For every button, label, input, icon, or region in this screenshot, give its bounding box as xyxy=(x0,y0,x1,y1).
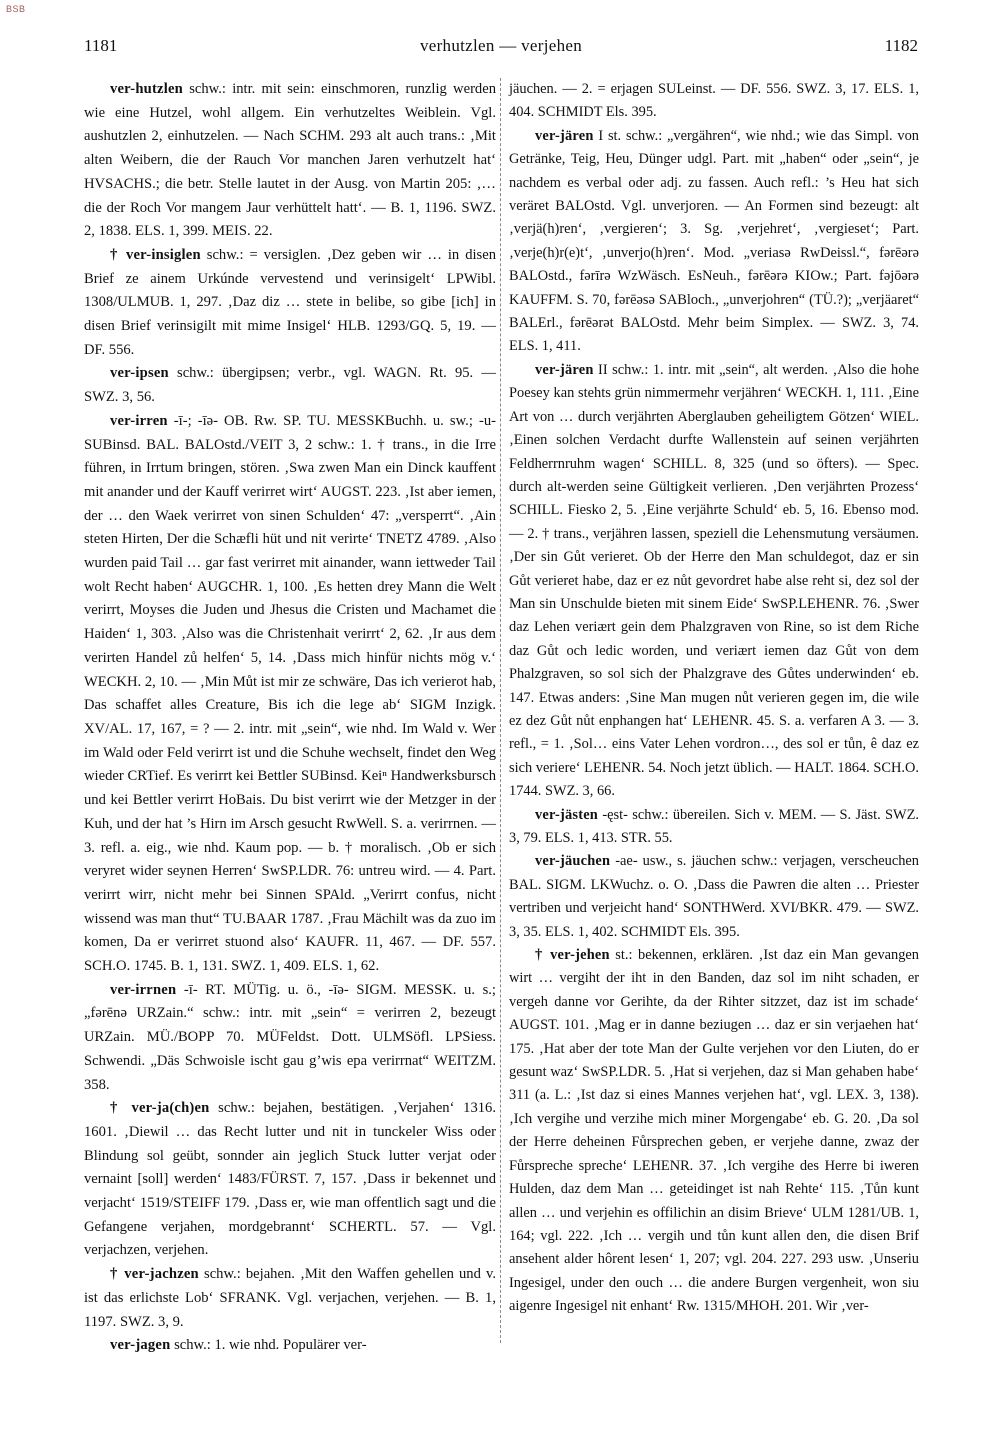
entry-text: II schw.: 1. intr. mit „sein“, alt werden. ‚Also die hohe Poesey kan stehts grün nimmermehr verjähren‘ WECKH. 1, 111. ‚Eine Art von … durch verjährten Aberglauben geheiligtem Götzen‘ WIEL. ‚Einen solchen Verdacht durfte Wallenstein auf seinen verjährten Feldherrnruhm wagen‘ SCHILL. 8, 325 (und so öfters). — Spec. durch alt-werden seine Gültigkeit verlieren. ‚Den verjährten Prozess‘ SCHILL. Fiesko 2, 5. ‚Eine verjährte Schuld‘ eb. 5, 16. Ebenso mod. — 2. † trans., verjähren lassen, speziell die Lehensmutung versäumen. ‚Der sin Gůt verieret. Ob der Herre den Man schuldegot, daz er sin Gůt verieret habe, daz er ez nůt gevordret habe alse reht si, dez sol der Man sin Unschulde bieten mit sinem Eide‘ SwSP.LEHENR. 76. ‚Swer daz Lehen veriært gein dem Phalzgraven von Rine, so ist dem Riche daz Gůt och ledic worden, und veriært iemen daz Gůt von dem Phalzgraven, so sol sich der Phalzgrave des Gůtes underwinden‘ eb. 147. Etwas anders: ‚Sine Man mugen nůt verieren gegen im, die wile ez dez Gůt nůt enphangen hat‘ LEHENR. 45. S. a. verfaren A 3. — 3. refl., = 1. ‚Sol… eins Vater Lehen vordron…, des sol er tůn, ê daz ez sich veriere‘ LEHENR. 54. Noch jetzt üblich. — HALT. 1864. SCH.O. 1744. SWZ. 3, 66. xyxy=(509,361,919,800)
entry-text: schw.: 1. wie nhd. Populärer ver- xyxy=(170,1337,367,1354)
entry-text: schw.: bejahen. ‚Mit den Waffen gehellen und v. ist das erlichste Lob‘ SFRANK. Vgl. verjachen, verjehen. — B. 1, 1197. SWZ. 3, 9. xyxy=(84,1266,496,1330)
dictionary-entry-ver-jaeuchen xyxy=(509,850,919,944)
entry-text: schw.: übergipsen; verbr., vgl. WAGN. Rt. 95. — SWZ. 3, 56. xyxy=(84,365,496,406)
dictionary-entry-ver-jehen xyxy=(509,944,919,1319)
dictionary-entry-ver-jaeren-1 xyxy=(509,125,919,359)
column-divider xyxy=(500,78,501,1343)
entry-headword: ver-jären xyxy=(535,361,594,378)
right-column xyxy=(509,78,919,1319)
entry-headword: ver-jären xyxy=(535,127,594,144)
entry-text: -ęst- schw.: übereilen. Sich v. MEM. — S. Jäst. SWZ. 3, 79. ELS. 1, 413. STR. 55. xyxy=(509,806,919,846)
library-stamp: BSB xyxy=(6,4,26,14)
entry-headword: ver-irren xyxy=(110,412,168,429)
dictionary-entry-ver-jachen xyxy=(84,1097,496,1263)
dictionary-entry-ver-hutzlen xyxy=(84,78,496,244)
dictionary-entry-ver-insiglen xyxy=(84,244,496,363)
entry-text: schw.: bejahen, bestätigen. ‚Verjahen‘ 1316. 1601. ‚Diewil … das Recht lutter und nit in tunckeler Wiss oder Blindung sol geübt, sonnder ain jeglich Stuck lutter verjat oder vernaint [soll] werden‘ 1483/FÜRST. 7, 157. ‚Dass ir bekennet und verjacht‘ 1519/STEIFF 179. ‚Dass er, wie man offentlich sagt und die Gefangene verjahen, mordgebrannt‘ SCHERTL. 57. — Vgl. verjachzen, verjehen. xyxy=(84,1100,496,1259)
entry-text: jäuchen. — 2. = erjagen SULeinst. — DF. 556. SWZ. 3, 17. ELS. 1, 404. SCHMIDT Els. 395. xyxy=(509,81,919,121)
entry-headword: ver-jäuchen xyxy=(535,853,611,870)
entry-text: st.: bekennen, erklären. ‚Ist daz ein Man gevangen wirt … vergiht der iht in den Banden, daz sol im niht schaden, er vergeh danne vor Gerihte, da der Rihter sitzzet, daz ist im schade‘ AUGST. 101. ‚Mag er in danne beziugen … daz er sin verjaehen hat‘ 175. ‚Hat aber der tote Man der Gulte verjehen vor den Liuten, do er gesunt waz‘ SwSP.LDR. 5. ‚Hat si verjehen, daz si Man gehaben habe‘ 311 (a. L.: ‚Ist daz si eines Mannes verjehen hat‘, vgl. LEX. 3, 138). ‚Ich vergihe und verzihe mich miner Morgengabe‘ eb. G. 20. ‚Da sol der Herre deheinen Fůrsprechen geben, er verjehe danne, zwaz der Fůrspreche spreche‘ LEHENR. 37. ‚Ich vergihe des Herre bi iweren Hulden, daz dem Man … geteidinget ist nah Rehte‘ 115. ‚Tůn kunt allen … und verjehin es offilichin an disim Brieve‘ ULM 1281/UB. 1, 164; vgl. 222. ‚Ich … vergih und tůn kunt allen den, die disen Brif ansehent alder hôrent lesen‘ 1, 207; vgl. 204. 227. 293 usw. ‚Unseriu Ingesigel, under den ouch … die andere Burgen vergenheit, won siu aigenre Ingesigel nit enhant‘ Rw. 1315/MHOH. 201. Wir ‚ver- xyxy=(509,947,919,1315)
dictionary-entry-ver-jagen xyxy=(84,1334,496,1358)
entry-text: I st. schw.: „vergähren“, wie nhd.; wie das Simpl. von Getränke, Teig, Heu, Dünger udgl. Part. mit „haben“ oder „sein“, je nachdem es verbal oder adj. zu fassen. Auch refl.: ’s Heu hat sich veräret BALOstd. Vgl. unverjoren. — An Formen sind bezeugt: alt ‚verjä(h)ren‘, ‚vergieren‘; 3. Sg. ‚verjehret‘, ‚vergieset‘; Part. ‚verje(h)r(e)t‘, ‚unverjo(h)ren‘. Mod. „veriasə RwDeissl.“, fərēərə BALOstd., fərīrə WzWäsch. EsNeuh., fərēərə KIOw.; Part. fəjōərə KAUFFM. S. 70, fərēəsə SABloch., „unverjohren“ (TÜ.?); „verjäaret“ BALErl., fərēərət BALOstd. Mehr beim Simplex. — SWZ. 3, 74. ELS. 1, 411. xyxy=(509,127,919,355)
entry-text: schw.: intr. mit sein: einschmoren, runzlig werden wie eine Hutzel, wohl allgem. Ein verhutzeltes Weiblein. Vgl. aushutzlen 2, einhutzelen. — Nach SCHM. 293 alt auch trans.: ‚Mit alten Weibern, die der Rauch Vor manchen Jaren verhutzelt hat‘ HVSACHS.; die betr. Stelle lautet in der Ausg. von Martin 205: ‚… die der Roch Vor mangem Jaur verhüttelt hatt‘. — B. 1, 1196. SWZ. 2, 1838. ELS. 1, 399. MEIS. 22. xyxy=(84,81,496,240)
dictionary-entry-ver-irrnen xyxy=(84,979,496,1098)
entry-text: -ae- usw., s. jäuchen schw.: verjagen, verscheuchen BAL. SIGM. LKWuchz. o. O. ‚Dass die Pawren die alten … Priester vertriben und verjeicht hand‘ SONTHWerd. XVI/BKR. 479. — SWZ. 3, 35. ELS. 1, 402. SCHMIDT Els. 395. xyxy=(509,853,919,940)
entry-headword: ver-jästen xyxy=(535,806,598,823)
entry-text: -ī-; -īə- OB. Rw. SP. TU. MESSKBuchh. u. sw.; -u- SUBinsd. BAL. BALOstd./VEIT 3, 2 schw.: 1. † trans., in die Irre führen, in Irrtum bringen, stören. ‚Swa zwen Man ein Dinck kauffent mit anander und der Kauff verirret wirt‘ AUGST. 223. ‚Ist aber iemen, der … den Waek verirret von sinen Schulden‘ 47: „versperrt“. ‚Ain steten Hirten, Der die Schæfli hüt und nit verirte‘ TNETZ 4789. ‚Also wurden paid Tail … gar fast verirret mit ainander, wann iettweder Tail wolt Recht haben‘ AUGCHR. 1, 100. ‚Es hetten drey Mann die Welt verirrt, Moyses die Juden und Jhesus die Cristen und Machamet die Haiden‘ 1, 303. ‚Also was die Christenhait verirrt‘ 2, 62. ‚Ir aus dem verirten Handel zů helfen‘ 5, 14. ‚Dass mich hinfür nichts mög v.‘ WECKH. 2, 10. — ‚Min Můt ist mir ze schwäre, Das ich verierot hab, Das schaffet alles Creature, Bis ich die lege ab‘ SIGM Inzigk. XV/AL. 17, 167, = ? — 2. intr. mit „sein“, wie nhd. Im Wald v. Wer im Wald oder Feld verirrt ist und die Schuhe wechselt, findet den Weg wieder CRTief. Es verirrt kei Bettler SUBinsd. Keiⁿ Handwerksbursch und kei Bettler verirrt HoBais. Du bist verirrt wie der Metzger in der Kuh, und der hat ’s Hirn im Arsch gesucht RwWell. S. a. verirrnen. — 3. refl. a. eig., wie nhd. Kaum pop. — b. † moralisch. ‚Ob er sich veryret wider seynen Herren‘ SwSP.LDR. 76: untreu wird. — 4. Part. verirrt wirr, nicht mehr bei Sinnen SPAld. „Verirrt confus, nicht wissend was man thut“ TU.BAAR 1787. ‚Frau Mächilt was da zuo im komen, Da er verirret stuond also‘ KAUFR. 11, 467. — DF. 557. SCH.O. 1745. B. 1, 131. SWZ. 1, 409. ELS. 1, 62. xyxy=(84,412,496,975)
entry-headword: † ver-jachzen xyxy=(110,1266,199,1283)
dictionary-entry-ver-jaeren-2 xyxy=(509,359,919,804)
dictionary-entry-ver-jagen-cont xyxy=(509,78,919,125)
page-number-left: 1181 xyxy=(84,36,118,55)
entry-text: -ī- RT. MÜTig. u. ö., -īə- SIGM. MESSK. u. s.; „fərēnə URZain.“ schw.: intr. mit „sein“ = verirren 2, bezeugt URZain. MÜ./BOPP 70. MÜFeldst. Dott. ULMSöfl. LPSiess. Schwendi. „Däs Schwoisle ischt gau g’wis epa verirrnat“ WEITZM. 358. xyxy=(84,981,496,1093)
page-header xyxy=(84,36,918,60)
running-title: verhutzlen — verjehen xyxy=(419,36,583,55)
entry-headword: † ver-ja(ch)en xyxy=(110,1100,210,1117)
entry-headword: † ver-jehen xyxy=(535,947,610,964)
entry-headword: ver-irrnen xyxy=(110,981,177,998)
entry-text: schw.: = versiglen. ‚Dez geben wir … in disen Brief ze ainem Urkúnde vervestend und verinsigelt‘ LPWibl. 1308/ULMUB. 1, 297. ‚Daz diz … stete in belibe, so gibe [ich] in disen Brief verinsigilt mit mime Insigel‘ HLB. 1293/GQ. 5, 19. — DF. 556. xyxy=(84,246,496,358)
left-column xyxy=(84,78,496,1358)
entry-headword: ver-hutzlen xyxy=(110,81,183,97)
entry-headword: ver-jagen xyxy=(110,1337,171,1354)
dictionary-entry-ver-irren xyxy=(84,410,496,979)
page-number-right: 1182 xyxy=(884,36,918,55)
entry-headword: † ver-insiglen xyxy=(110,246,201,263)
entry-headword: ver-ipsen xyxy=(110,365,169,382)
dictionary-entry-ver-jachzen xyxy=(84,1263,496,1334)
dictionary-entry-ver-jaesten xyxy=(509,804,919,851)
dictionary-entry-ver-ipsen xyxy=(84,362,496,409)
